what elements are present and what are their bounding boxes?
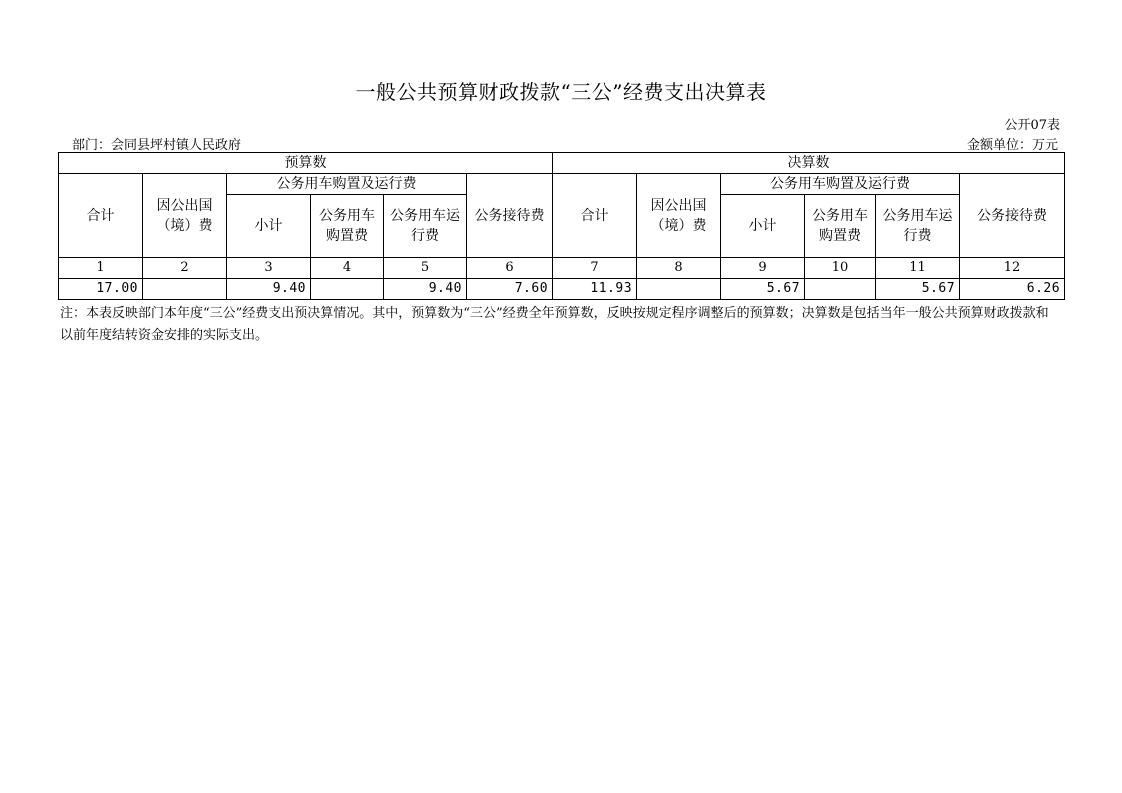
budget-abroad-value (143, 279, 227, 300)
budget-vehicle-purchase-value (311, 279, 384, 300)
index-cell: 11 (876, 258, 960, 279)
data-row (59, 279, 1065, 300)
index-cell: 9 (721, 258, 805, 279)
final-vehicle-group-header: 公务用车购置及运行费 (721, 174, 960, 195)
final-reception-value: 6.26 (960, 279, 1065, 300)
index-row (59, 258, 1065, 279)
final-vehicle-subtotal-value: 5.67 (721, 279, 805, 300)
budget-vehicle-purchase-header: 公务用车购置费 (311, 195, 384, 258)
index-cell: 12 (960, 258, 1065, 279)
final-abroad-value (637, 279, 721, 300)
column-header-row-1 (59, 174, 1065, 195)
footnote: 注：本表反映部门本年度“三公”经费支出预决算情况。其中，预算数为“三公”经费全年预算数，反映按规定程序调整后的预算数；决算数是包括当年一般公共预算财政拨款和以前年度结转资金安排的实际支出。 (60, 306, 1049, 343)
budget-reception-header: 公务接待费 (467, 174, 553, 258)
amount-unit-label: 金额单位：万元 (966, 138, 1058, 153)
final-group-header: 决算数 (553, 153, 1065, 174)
budget-vehicle-operation-header: 公务用车运行费 (384, 195, 467, 258)
final-total-header: 合计 (553, 174, 637, 258)
index-cell: 7 (553, 258, 637, 279)
final-vehicle-operation-value: 5.67 (876, 279, 960, 300)
budget-group-header: 预算数 (59, 153, 553, 174)
index-cell: 10 (805, 258, 876, 279)
form-code: 公开07表 (1004, 118, 1060, 133)
budget-abroad-header: 因公出国（境）费 (143, 174, 227, 258)
group-header-row (59, 153, 1065, 174)
department-label: 部门：会同县坪村镇人民政府 (72, 138, 242, 153)
index-cell: 5 (384, 258, 467, 279)
index-cell: 2 (143, 258, 227, 279)
final-total-value: 11.93 (553, 279, 637, 300)
final-vehicle-operation-header: 公务用车运行费 (876, 195, 960, 258)
budget-total-header: 合计 (59, 174, 143, 258)
final-vehicle-purchase-header: 公务用车购置费 (805, 195, 876, 258)
index-cell: 1 (59, 258, 143, 279)
index-cell: 8 (637, 258, 721, 279)
final-reception-header: 公务接待费 (960, 174, 1065, 258)
index-cell: 6 (467, 258, 553, 279)
final-subtotal-header: 小计 (721, 195, 805, 258)
final-abroad-header: 因公出国（境）费 (637, 174, 721, 258)
budget-total-value: 17.00 (59, 279, 143, 300)
index-cell: 4 (311, 258, 384, 279)
index-cell: 3 (227, 258, 311, 279)
budget-subtotal-header: 小计 (227, 195, 311, 258)
budget-vehicle-group-header: 公务用车购置及运行费 (227, 174, 467, 195)
final-vehicle-purchase-value (805, 279, 876, 300)
page-title: 一般公共预算财政拨款“三公”经费支出决算表 (355, 80, 767, 104)
budget-reception-value: 7.60 (467, 279, 553, 300)
three-public-expenses-table (58, 152, 1065, 300)
budget-vehicle-operation-value: 9.40 (384, 279, 467, 300)
budget-vehicle-subtotal-value: 9.40 (227, 279, 311, 300)
